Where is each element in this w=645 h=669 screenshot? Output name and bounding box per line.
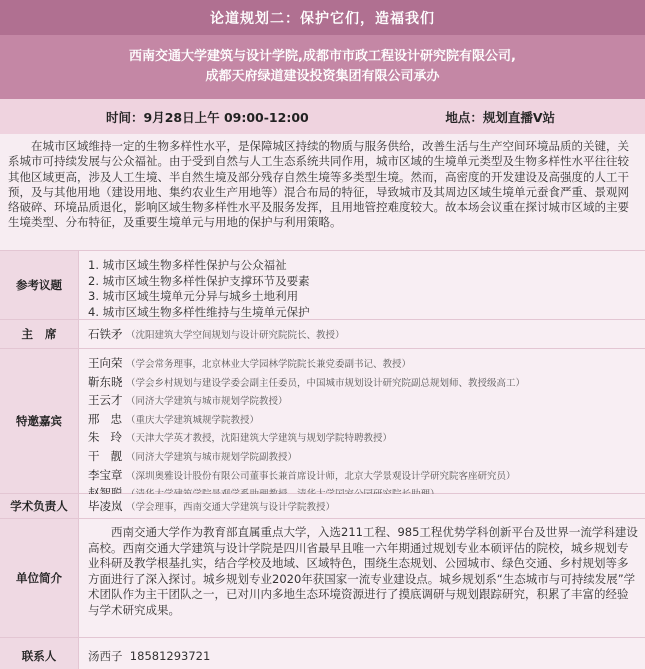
guest-name: 李宝章: [88, 467, 123, 482]
guest-name: 朱 玲: [88, 430, 122, 445]
guest-item: [88, 411, 645, 430]
contact-row: [0, 637, 645, 669]
guest-desc: （学会乡村规划与建设学委会副主任委员，中国城市规划设计研究院副总规划师、教授级高工）: [126, 377, 526, 389]
contact-label: 联系人: [0, 638, 79, 669]
page-title: 论道规划二：保护它们，造福我们: [0, 0, 645, 35]
guest-item: [88, 374, 645, 393]
topics-list: [79, 251, 645, 319]
guests-row: [0, 348, 645, 493]
chair-label: 主 席: [0, 320, 79, 348]
guest-item: [88, 448, 645, 467]
organizer-banner: [0, 35, 645, 99]
guest-desc: （重庆大学建筑城规学院教授）: [126, 414, 260, 426]
guest-desc: （同济大学建筑与城市规划学院副教授）: [126, 451, 298, 463]
guest-name: 靳东晓: [88, 374, 123, 389]
topic-item: 4. 城市区域生物多样性维持与生境单元保护: [88, 304, 310, 319]
lead-name: 毕凌岚: [88, 499, 123, 513]
guest-item: [88, 429, 645, 448]
unit-text: 西南交通大学作为教育部直属重点大学，入选211工程、985工程优势学科创新平台及世界一流学科建设高校。西南交通大学建筑与设计学院是四川省最早且唯一六年期通过规划专业本硕评估的院校，城乡规划专业科研及教学根基扎实，结合学校及地域、区域特色，围绕生态规划、公园城市、绿色交通、乡村规划等多方面进行了深入探讨。城乡规划专业2020年获国家一流专业建设点。城乡规划系“生态城市与可持续发展”学术团队作为主干团队之一，已对川内多地生态环境资源进行了摸底调研与规划跟踪研究，积累了丰富的经验与学术研究成果。: [79, 519, 645, 637]
lead-desc: （学会理事，西南交通大学建筑与设计学院教授）: [126, 502, 336, 513]
chair-name: 石铁矛: [88, 327, 123, 341]
guest-item: [88, 467, 645, 486]
guest-desc: （同济大学建筑与城市规划学院教授）: [126, 396, 288, 408]
event-time: 时间：9月28日上午 09:00-12:00: [106, 109, 309, 125]
guest-desc: （学会常务理事，北京林业大学园林学院院长兼党委副书记、教授）: [126, 359, 412, 370]
topic-item: 1. 城市区域生物多样性保护与公众福祉: [88, 258, 287, 272]
guests-list: [79, 349, 645, 493]
contact-value: 汤西子 18581293721: [79, 638, 645, 669]
lead-label: 学术负责人: [0, 494, 79, 518]
guest-name: 邢 忠: [88, 411, 122, 426]
guests-label: 特邀嘉宾: [0, 349, 79, 493]
organizer-line-2: 成都天府绿道建设投资集团有限公司承办: [205, 69, 440, 84]
organizer-line-1: 西南交通大学建筑与设计学院,成都市市政工程设计研究院有限公司,: [129, 49, 516, 64]
lead-row: [0, 493, 645, 518]
intro-paragraph: 在城市区域维持一定的生物多样性水平，是保障城区持续的物质与服务供给，改善生活与生产空间环境品质的关键，关系城市可持续发展与公众福祉。由于受到自然与人工生态系统共同作用，城市区域的生境单元类型及生物多样性水平往往较其他区域更高，涉及人工生境、半自然生境及部分残存自然生境等多类型生境。然而，高密度的开发建设及高强度的人工干预，及与其他用地（建设用地、集约农业生产用地等）混合布局的特征，导致城市及其周边区域生境单元蚕食严重、景观网络破碎、环境品质退化，影响区域生物多样性水平及服务发挥，且用地管控难度较大。故本场会议重在探讨城市区域的主要生境类型、分布特征，及重要生境单元与用地的保护与利用策略。: [0, 134, 645, 250]
guest-item: [88, 392, 645, 411]
event-place: 地点：规划直播V站: [445, 109, 555, 125]
chair-row: [0, 319, 645, 348]
topic-item: 2. 城市区域生物多样性保护支撑环节及要素: [88, 273, 310, 288]
guest-name: 王向荣: [88, 356, 123, 370]
chair-desc: （沈阳建筑大学空间规划与设计研究院院长、教授）: [126, 330, 345, 341]
topic-item: 3. 城市区域生境单元分异与城乡土地利用: [88, 289, 299, 303]
guest-desc: （深圳奥雅设计股份有限公司董事长兼首席设计师，北京大学景观设计学研究院客座研究员）: [126, 470, 516, 482]
unit-row: [0, 518, 645, 637]
guest-name: 王云才: [88, 393, 123, 408]
unit-label: 单位简介: [0, 519, 79, 637]
guest-desc: （天津大学英才教授，沈阳建筑大学建筑与规划学院特聘教授）: [126, 433, 393, 445]
topics-row: [0, 250, 645, 319]
guest-name: 干 靓: [88, 448, 122, 463]
topics-label: 参考议题: [0, 251, 79, 319]
guest-item: [88, 355, 645, 374]
time-place-row: [0, 99, 645, 134]
